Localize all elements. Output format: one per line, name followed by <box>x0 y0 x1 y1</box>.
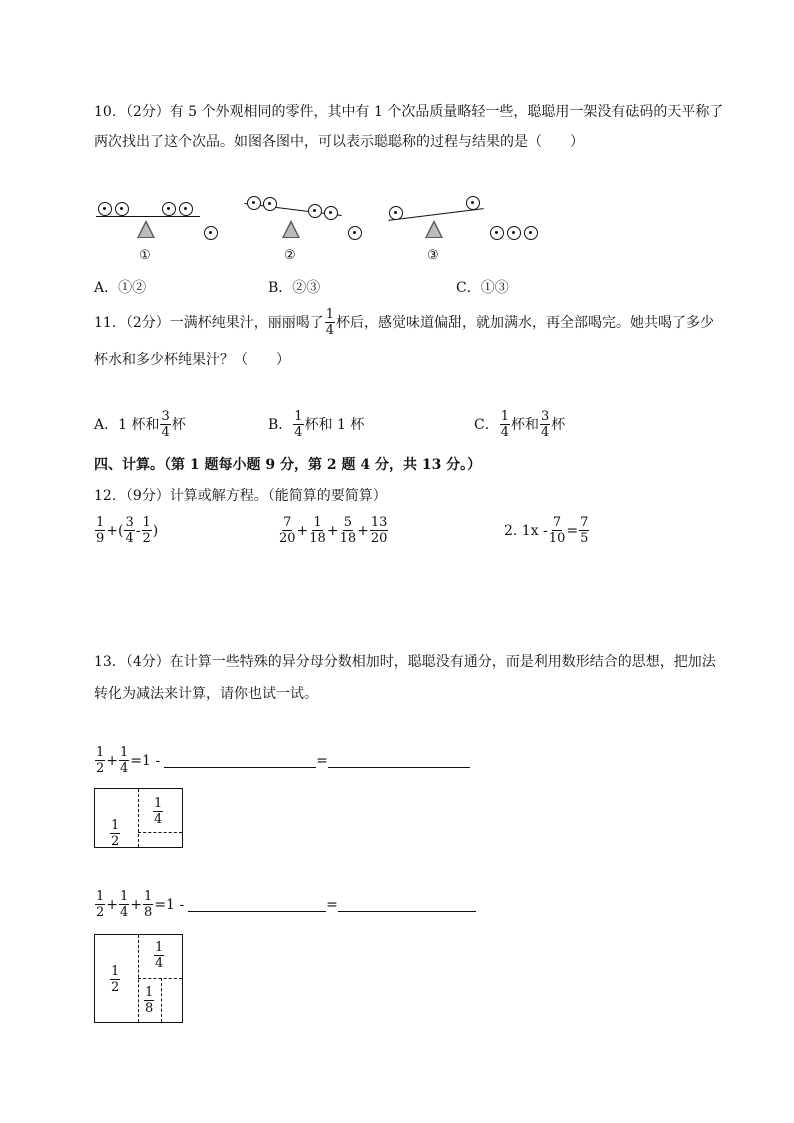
diagram-label-half <box>109 819 121 848</box>
denominator: 4 <box>154 812 163 827</box>
fraction <box>549 516 566 545</box>
fraction-diagram-2 <box>94 934 183 1023</box>
denominator: 4 <box>325 323 335 338</box>
numerator: 3 <box>541 409 550 424</box>
fraction <box>124 516 134 545</box>
option-text: 杯和 <box>511 416 539 433</box>
operator: + <box>106 896 119 913</box>
q11-text-line1 <box>94 308 714 337</box>
numerator: 3 <box>161 409 170 424</box>
fulcrum-icon <box>425 220 443 238</box>
operator: = <box>326 896 338 913</box>
diagram-label-half <box>109 965 121 994</box>
fraction <box>540 410 550 439</box>
denominator: 20 <box>279 531 296 546</box>
operator: + <box>130 896 143 913</box>
q11-option-b <box>268 410 364 439</box>
diagram-label-quarter <box>153 941 165 970</box>
denominator: 18 <box>309 531 326 546</box>
part-icon <box>348 226 362 240</box>
q12-expression-1 <box>94 516 158 545</box>
figure-label-2: ② <box>284 248 296 263</box>
fraction-diagram-1 <box>94 788 183 848</box>
fraction <box>293 410 303 439</box>
operator: + <box>326 522 339 539</box>
part-icon <box>507 226 521 240</box>
figure-label-1: ① <box>139 248 151 263</box>
denominator: 2 <box>96 905 105 920</box>
operator: + <box>357 522 369 539</box>
q10-option-c: C．①③ <box>456 280 509 296</box>
fraction <box>110 819 120 848</box>
part-icon <box>162 202 176 216</box>
part-icon <box>308 204 322 218</box>
denominator: 4 <box>120 905 129 920</box>
part-icon <box>247 196 261 210</box>
denominator: 4 <box>161 425 170 440</box>
fraction <box>309 516 326 545</box>
answer-blank[interactable] <box>328 753 470 768</box>
q13-text-line2: 转化为减法来计算，请你也试一试。 <box>94 686 318 702</box>
denominator: 20 <box>370 531 388 546</box>
fraction <box>95 890 105 919</box>
fulcrum-icon <box>137 220 155 238</box>
figure-label-3: ③ <box>427 248 439 263</box>
part-icon <box>115 202 129 216</box>
operator: + <box>296 522 309 539</box>
numerator: 1 <box>96 745 105 760</box>
answer-blank[interactable] <box>188 897 326 912</box>
q10-text-line2: 两次找出了这个次品。如图各图中，可以表示聪聪称的过程与结果的是（ ） <box>94 134 584 150</box>
fraction <box>154 941 164 970</box>
q11-option-c <box>474 410 565 439</box>
q12-expression-2 <box>278 516 389 545</box>
numerator: 1 <box>120 745 129 760</box>
fraction <box>340 516 357 545</box>
part-icon <box>389 206 403 220</box>
q13-text-line1: 13．（4分）在计算一些特殊的异分母分数相加时，聪聪没有通分，而是利用数形结合的思想，把加法 <box>94 654 716 670</box>
denominator: 4 <box>125 531 134 546</box>
divider-line <box>138 978 182 979</box>
part-icon <box>466 196 480 210</box>
numerator: 1 <box>111 818 120 833</box>
q10-option-a: A．①② <box>94 280 147 296</box>
option-text: A．1 杯和 <box>94 416 160 433</box>
equation-text: 2. 1x - <box>504 522 548 539</box>
numerator: 13 <box>370 515 388 530</box>
divider-line <box>138 789 139 847</box>
option-text: B． <box>268 416 293 433</box>
section-heading: 四、计算。（第 1 题每小题 9 分，第 2 题 4 分，共 13 分。） <box>94 457 482 473</box>
numerator: 3 <box>125 515 134 530</box>
fraction <box>579 516 589 545</box>
numerator: 1 <box>294 409 303 424</box>
fraction <box>95 746 105 775</box>
q12-title: 12．（9分）计算或解方程。（能简算的要简算） <box>94 488 387 504</box>
equation-text: =1 - <box>130 752 161 769</box>
numerator: 1 <box>96 889 105 904</box>
numerator: 1 <box>120 889 129 904</box>
numerator: 1 <box>145 985 154 1000</box>
numerator: 1 <box>111 964 120 979</box>
fraction <box>95 516 105 545</box>
part-icon <box>490 226 504 240</box>
fraction <box>119 890 129 919</box>
q11-text-a: 11．（2分）一满杯纯果汁，丽丽喝了 <box>94 314 324 331</box>
q10-option-b: B．②③ <box>268 280 321 296</box>
operator: = <box>316 752 328 769</box>
option-text: C． <box>474 416 499 433</box>
numerator: 1 <box>96 515 105 530</box>
fraction <box>500 410 510 439</box>
diagram-label-quarter <box>152 797 164 826</box>
denominator: 4 <box>541 425 550 440</box>
fraction <box>279 516 296 545</box>
denominator: 18 <box>339 531 357 546</box>
divider-line <box>161 978 162 1022</box>
q13-equation-1 <box>94 746 470 775</box>
denominator: 9 <box>96 531 105 546</box>
operator: = <box>566 522 579 539</box>
fraction <box>119 746 129 775</box>
denominator: 2 <box>111 980 120 995</box>
numerator: 7 <box>283 515 292 530</box>
q13-equation-2 <box>94 890 476 919</box>
numerator: 1 <box>325 307 335 322</box>
part-icon <box>204 226 218 240</box>
denominator: 4 <box>500 425 509 440</box>
option-text: 杯 <box>171 416 186 433</box>
fraction <box>370 516 389 545</box>
numerator: 5 <box>343 515 352 530</box>
part-icon <box>179 202 193 216</box>
denominator: 5 <box>580 531 589 546</box>
equation-text: =1 - <box>154 896 185 913</box>
operator: - <box>135 522 141 539</box>
denominator: 2 <box>96 761 105 776</box>
fraction <box>143 890 153 919</box>
denominator: 2 <box>111 834 120 849</box>
fraction <box>110 965 120 994</box>
operator: + <box>106 752 119 769</box>
fraction <box>144 986 154 1015</box>
part-icon <box>524 226 538 240</box>
denominator: 4 <box>294 425 303 440</box>
numerator: 1 <box>155 940 164 955</box>
numerator: 1 <box>144 889 153 904</box>
denominator: 4 <box>155 956 164 971</box>
denominator: 2 <box>142 531 151 546</box>
numerator: 1 <box>142 515 151 530</box>
balance-beam <box>96 216 200 217</box>
diagram-label-eighth <box>143 986 155 1015</box>
q10-text-line1: 10．（2分）有 5 个外观相同的零件，其中有 1 个次品质量略轻一些，聪聪用一架没有砝码的天平称了 <box>94 104 724 120</box>
numerator: 1 <box>154 796 163 811</box>
denominator: 8 <box>145 1001 154 1016</box>
operator: ) <box>152 522 159 539</box>
part-icon <box>263 197 277 211</box>
numerator: 1 <box>500 409 509 424</box>
operator: +( <box>106 522 124 539</box>
numerator: 1 <box>313 515 322 530</box>
numerator: 7 <box>552 515 562 530</box>
fraction <box>153 797 163 826</box>
denominator: 4 <box>120 761 129 776</box>
divider-line <box>138 832 182 833</box>
option-text: 杯和 1 杯 <box>304 416 365 433</box>
q11-text-line2: 杯水和多少杯纯果汁？（ ） <box>94 352 290 368</box>
q11-option-a <box>94 410 186 439</box>
q11-text-b: 杯后，感觉味道偏甜，就加满水，再全部喝完。她共喝了多少 <box>336 314 715 331</box>
fraction <box>160 410 170 439</box>
denominator: 8 <box>144 905 153 920</box>
answer-blank[interactable] <box>164 753 316 768</box>
part-icon <box>98 202 112 216</box>
part-icon <box>324 206 338 220</box>
denominator: 10 <box>548 531 566 546</box>
answer-blank[interactable] <box>338 897 476 912</box>
fulcrum-icon <box>282 220 300 238</box>
option-text: 杯 <box>551 416 566 433</box>
fraction <box>325 308 335 337</box>
q12-equation-3 <box>504 516 590 545</box>
numerator: 7 <box>580 515 589 530</box>
fraction <box>142 516 152 545</box>
